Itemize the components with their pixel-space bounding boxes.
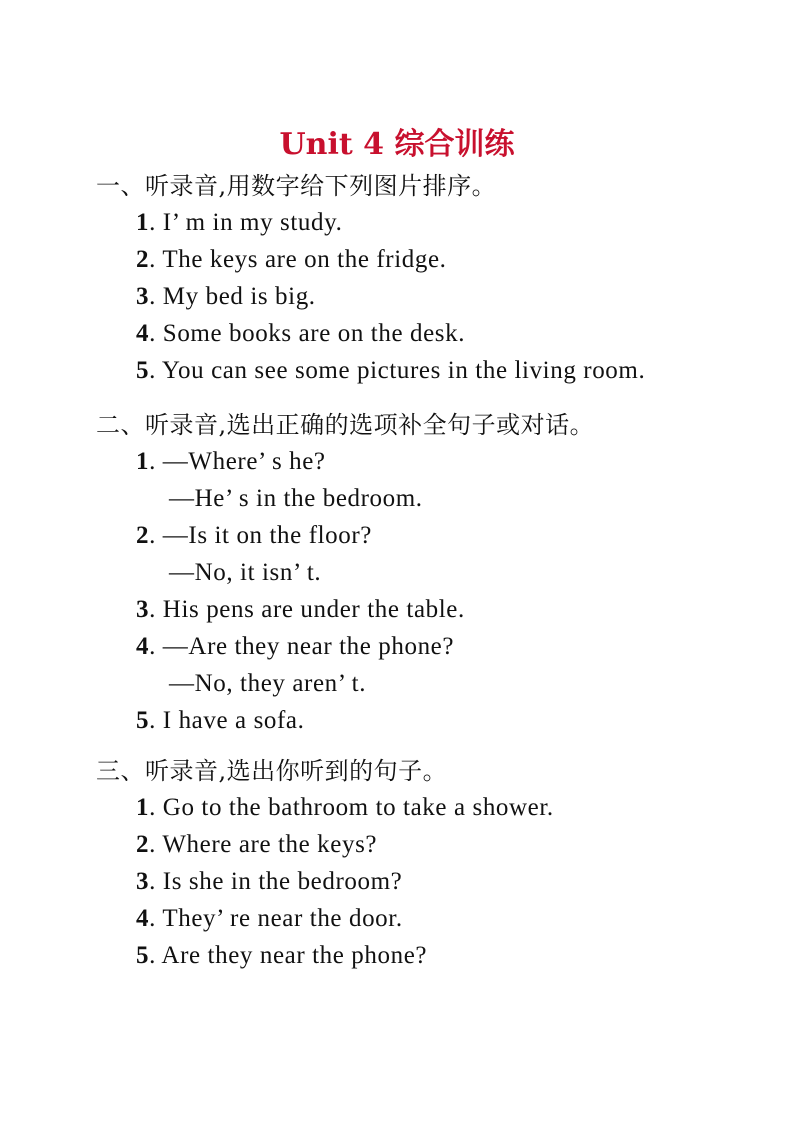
item-text: . Go to the bathroom to take a shower. — [149, 794, 554, 821]
section-1-item-5 — [136, 355, 645, 387]
section-1-heading: 一、听录音,用数字给下列图片排序。 — [96, 172, 497, 200]
section-2-item-1-reply: —He’ s in the bedroom. — [169, 485, 423, 512]
item-number: 2 — [136, 522, 150, 549]
item-text: . The keys are on the fridge. — [149, 246, 447, 273]
section-3-item-2 — [136, 829, 377, 861]
item-text: . Where are the keys? — [149, 831, 378, 858]
section-3-item-3 — [136, 866, 402, 898]
item-text: . Is she in the bedroom? — [149, 868, 403, 895]
section-3-item-5 — [136, 940, 427, 972]
section-2-item-2-reply: —No, it isn’ t. — [169, 559, 322, 586]
item-text: . His pens are under the table. — [149, 596, 465, 623]
item-text: . —Where’ s he? — [149, 448, 326, 475]
section-2-item-5 — [136, 705, 304, 737]
item-number: 3 — [136, 868, 150, 895]
section-3-heading: 三、听录音,选出你听到的句子。 — [96, 757, 448, 785]
item-text: . Are they near the phone? — [149, 942, 428, 969]
item-number: 2 — [136, 246, 150, 273]
section-3-item-1 — [136, 792, 554, 824]
section-1-item-1 — [136, 207, 342, 239]
item-text: . —Are they near the phone? — [149, 633, 455, 660]
item-number: 5 — [136, 942, 150, 969]
item-number: 4 — [136, 633, 150, 660]
section-2-item-2 — [136, 520, 372, 552]
item-text: . You can see some pictures in the living room. — [149, 357, 646, 384]
item-text: . —Is it on the floor? — [149, 522, 372, 549]
item-text: . They’ re near the door. — [149, 905, 403, 932]
section-1-item-3 — [136, 281, 316, 313]
item-number: 1 — [136, 794, 150, 821]
section-2-item-4-reply: —No, they aren’ t. — [169, 670, 367, 697]
item-number: 3 — [136, 596, 150, 623]
section-2-item-1 — [136, 446, 326, 478]
item-number: 2 — [136, 831, 150, 858]
item-text: . I’ m in my study. — [149, 209, 343, 236]
section-3-item-4 — [136, 903, 403, 935]
section-2-item-4 — [136, 631, 454, 663]
item-number: 5 — [136, 357, 150, 384]
item-text: . Some books are on the desk. — [149, 320, 466, 347]
section-2-item-3 — [136, 594, 465, 626]
page-title: Unit 4 综合训练 — [279, 127, 515, 162]
item-number: 1 — [136, 448, 150, 475]
item-number: 3 — [136, 283, 150, 310]
item-number: 4 — [136, 320, 150, 347]
item-number: 1 — [136, 209, 150, 236]
section-1-item-4 — [136, 318, 465, 350]
item-number: 5 — [136, 707, 150, 734]
section-1-item-2 — [136, 244, 447, 276]
item-text: . My bed is big. — [149, 283, 316, 310]
item-text: . I have a sofa. — [149, 707, 305, 734]
item-number: 4 — [136, 905, 150, 932]
section-2-heading: 二、听录音,选出正确的选项补全句子或对话。 — [96, 411, 595, 439]
